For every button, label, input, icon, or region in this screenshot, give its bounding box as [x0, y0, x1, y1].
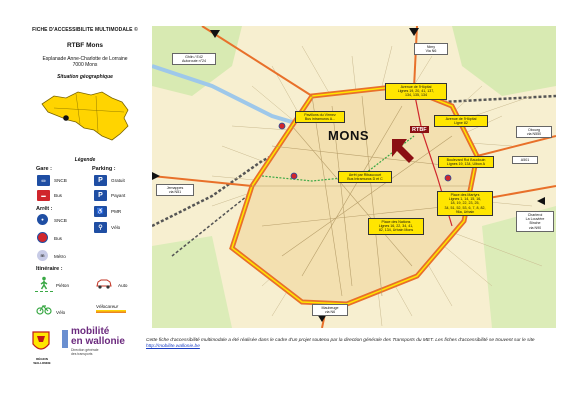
legend-parking-pmr: PMR — [111, 209, 122, 214]
bus-stop-marker-3 — [445, 175, 451, 181]
legend-arret-bus: Bus — [54, 236, 62, 241]
belgium-locator-map — [36, 84, 136, 144]
legend-parking-payant: Payant — [111, 193, 126, 198]
velo-route-line — [96, 310, 126, 313]
geo-title: Situation géographique — [57, 74, 113, 80]
mobilite-logo-line1: mobilité — [71, 326, 110, 337]
callout-left-top: Pavillons du Virmez Bus intramuros A... — [295, 111, 345, 123]
mobilite-logo-line2: en wallonie — [71, 336, 125, 347]
parking-paid-icon: P — [94, 190, 107, 201]
train-stop-icon: ● — [37, 214, 48, 225]
legend-itin-velo: Vélo — [56, 310, 66, 315]
callout-center-left: Arrêt par Ribaucourt Bus Intramuros D et C — [338, 171, 392, 183]
callout-rtbf-stop: Avenue de l'Hôpital Ligne 82 — [434, 115, 488, 127]
legend-arret-metro: Métro — [54, 254, 66, 259]
note-nimy: Nimy Via N6 — [414, 43, 448, 55]
region-wallonne-seal-icon — [30, 330, 52, 356]
parking-free-icon: P — [94, 175, 107, 186]
bicycle-icon: ⚲ — [94, 222, 107, 233]
note-ghlin: Ghlin / E42 Autoroute n°24 — [172, 53, 216, 65]
address-line-2: 7000 Mons — [72, 62, 98, 68]
note-jemappes: Jemappes via N51 — [156, 184, 194, 196]
legend-gare-bus: Bus — [54, 193, 62, 198]
bicycle-route-icon — [36, 303, 52, 315]
legend-parking-velo: Vélo — [111, 225, 121, 230]
legend-title: Légende — [74, 157, 96, 163]
legend-itin-pieton: Piéton — [56, 283, 70, 288]
city-label: MONS — [328, 128, 369, 143]
callout-place-marche: Place des Martyrs Lignes 1, 14, 15, 16, 18, 19, 22, 23, 25, 34, 51, 52, 53, 6, 7, 8, 82, 96a, Urbain — [437, 191, 493, 216]
map-area[interactable] — [152, 26, 556, 328]
wheelchair-icon: ♿ — [94, 206, 107, 217]
train-icon: ▭ — [37, 175, 50, 186]
mobilite-logo-sub: Direction générale des transports — [71, 348, 99, 356]
legend-parking-title: Parking : — [92, 166, 116, 172]
note-charleroi: Charleroi La Louvière Binche via N90 — [516, 211, 554, 232]
location-marker — [63, 115, 69, 121]
legend-gare-title: Gare : — [36, 166, 52, 172]
footer-link[interactable]: http://mobilite.wallonie.be — [146, 344, 200, 350]
bus-icon: ▬ — [37, 190, 50, 201]
bus-stop-marker-4 — [291, 173, 297, 179]
mobilite-logo-bar-icon — [62, 330, 68, 348]
legend-itineraire-title: Itinéraire : — [36, 266, 63, 272]
car-icon — [95, 278, 113, 290]
sheet-title: FICHE D'ACCESSIBILITE MULTIMODALE © — [32, 27, 138, 33]
legend-gare-sncb: SNCB — [54, 178, 67, 183]
note-maubeuge: Maubeuge via N6 — [312, 304, 348, 316]
address — [30, 56, 140, 68]
legend-itin-auto: Auto — [118, 283, 128, 288]
note-a501: A501 — [512, 156, 538, 164]
callout-right: Boulevard Roi Baudouin Lignes 19, 134, Ulbon A — [438, 156, 494, 168]
bus-stop-marker-6 — [279, 123, 285, 129]
address-line-1: Esplanade Anne-Charlotte de Lorraine — [42, 56, 128, 62]
pedestrian-line — [35, 291, 53, 292]
legend-arret-title: Arrêt : — [36, 206, 53, 212]
bus-stop-icon — [37, 232, 48, 243]
legend-itin-velocareur: Vélocareur — [96, 304, 119, 309]
footer-text — [146, 338, 556, 351]
rtbf-label: RTBF — [412, 126, 427, 133]
belgium-outline — [42, 92, 128, 140]
legend-parking-gratuit: Gratuit — [111, 178, 125, 183]
legend-arret-sncb: SNCB — [54, 218, 67, 223]
callout-top: Avenue de l'Hôpital Lignes 19, 20, 41, 137, 134, 135, 134 — [385, 83, 447, 100]
pedestrian-icon — [37, 276, 51, 290]
note-obourg: Obourg via N550 — [516, 126, 552, 138]
seal-text: RÉGION WALLONNE — [33, 357, 51, 365]
callout-place-nations: Place des Nations Lignes 16, 22, 34, 41, 82, 134, Urbain Mons — [368, 218, 424, 235]
footer-body: Cette fiche d'accessibilité multimodale a été réalisée dans le cadre d'un projet soutenu par la direction générale des Transports du MET. Les fiches d'accessibilité se trouvent sur le site — [146, 338, 535, 343]
venue-name: RTBF Mons — [66, 42, 104, 49]
metro-icon: m — [37, 250, 48, 261]
